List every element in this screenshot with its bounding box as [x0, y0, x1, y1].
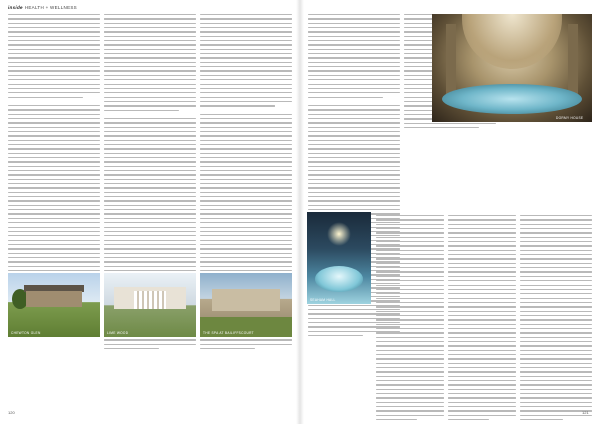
hall-photo-caption: LIME WOOD	[107, 331, 129, 335]
running-header	[8, 5, 77, 10]
right-page	[300, 0, 600, 424]
right-page-column-5	[520, 215, 592, 424]
spa-photo-caption: SEAHAM HALL	[310, 298, 336, 302]
hotel-terrace-photo	[200, 273, 292, 337]
section-title: HEALTH + WELLNESS	[24, 5, 77, 10]
right-page-column-3	[376, 215, 444, 424]
magazine-brand: inside	[8, 5, 23, 10]
terrace-photo-caption: THE SPA AT BAILIFFSCOURT	[203, 331, 254, 335]
right-page-column-4	[448, 215, 516, 424]
indoor-pool-photo	[432, 14, 592, 122]
spa-tub-photo	[307, 212, 371, 304]
pool-photo-caption: DORMY HOUSE	[556, 116, 584, 120]
spread-gutter	[296, 0, 304, 424]
manor-house-photo	[8, 273, 100, 337]
manor-photo-caption: CHEWTON GLEN	[11, 331, 41, 335]
page-number-right: 121	[582, 410, 589, 415]
country-hall-photo	[104, 273, 196, 337]
page-number-left: 120	[8, 410, 15, 415]
